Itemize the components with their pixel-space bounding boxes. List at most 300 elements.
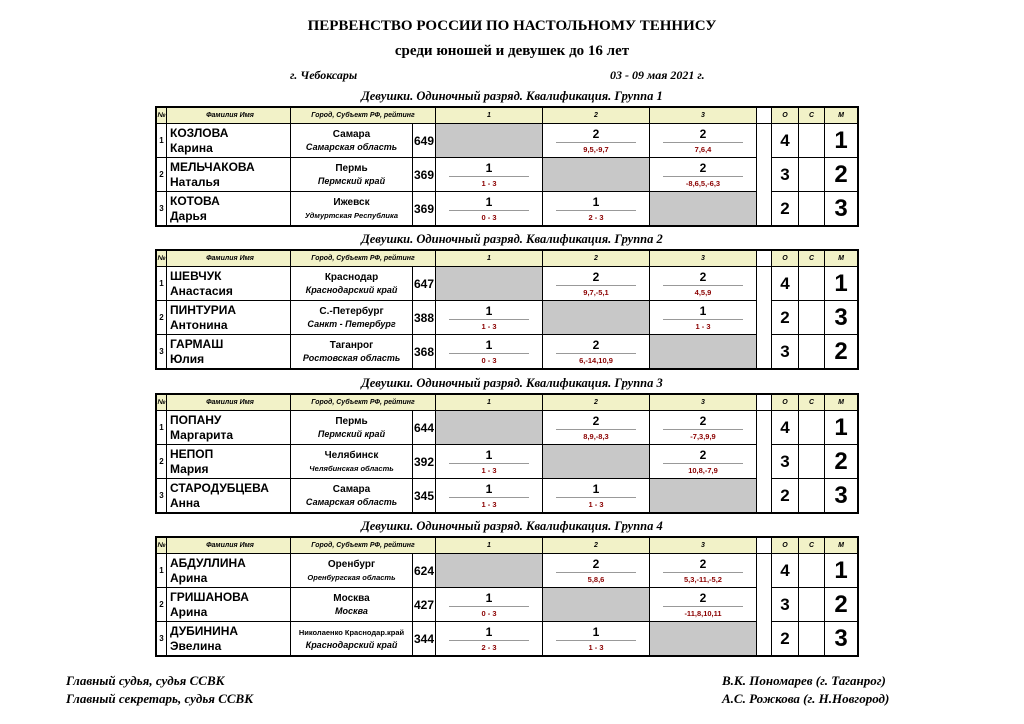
player-region: Москва [335,605,368,616]
match-self-cell [436,124,543,158]
match-points: 1 [485,337,493,352]
player-s-blank [799,554,825,588]
player-s-blank [799,479,825,514]
match-result-3 [650,124,757,158]
player-first-name: Мария [170,461,209,476]
player-surname: АБДУЛЛИНА [170,555,246,570]
player-number: 3 [156,479,167,514]
player-region: Ростовская область [302,352,401,363]
player-city-cell [291,445,413,479]
column-header-s: С [799,394,825,411]
chief-secretary-name: А.С. Рожкова (г. Н.Новгород) [722,691,890,706]
match-self-cell [650,622,757,657]
match-divider [449,319,529,320]
player-first-name: Арина [170,570,208,585]
player-s-blank [799,301,825,335]
player-row [156,479,858,514]
match-divider [663,176,743,177]
player-region: Краснодарский край [305,284,398,295]
match-result-1 [436,622,543,657]
column-header-s: С [799,250,825,267]
spacer [757,479,772,514]
player-row [156,335,858,370]
player-place: 1 [825,411,859,445]
player-city: Оренбург [327,558,376,570]
spacer [757,267,772,301]
player-row [156,301,858,335]
match-result-3 [650,267,757,301]
player-region: Краснодарский край [305,639,398,650]
player-row [156,124,858,158]
column-header-m1: 1 [436,107,543,124]
match-score: 8,9,-8,3 [583,431,609,441]
spacer [757,588,772,622]
match-points: 1 [485,303,493,318]
player-s-blank [799,622,825,657]
column-header-no: № [156,537,167,554]
player-region: Пермский край [317,175,386,186]
match-score: 9,7,-5,1 [583,287,609,297]
column-header-m2: 2 [543,537,650,554]
player-name-cell [167,622,291,657]
column-header-blank [757,537,772,554]
player-row [156,192,858,227]
match-points: 2 [699,126,707,141]
player-number: 2 [156,158,167,192]
player-first-name: Эвелина [170,638,222,653]
player-first-name: Анна [170,495,200,510]
column-header-name: Фамилия Имя [167,107,291,124]
match-score: 2 - 3 [481,642,497,652]
player-region: Самарская область [305,496,398,507]
player-city-cell [291,411,413,445]
player-rating: 649 [413,124,436,158]
spacer [757,445,772,479]
match-score: 1 - 3 [695,321,711,331]
match-points: 2 [699,447,707,462]
group-table [155,536,859,657]
column-header-city: Город, Субъект РФ, рейтинг [291,250,436,267]
player-first-name: Маргарита [170,427,234,442]
player-row [156,445,858,479]
player-number: 1 [156,267,167,301]
column-header-m2: 2 [543,107,650,124]
player-city-cell [291,479,413,514]
match-divider [556,142,636,143]
player-rating: 369 [413,192,436,227]
player-row [156,588,858,622]
column-header-m3: 3 [650,537,757,554]
match-self-cell [436,411,543,445]
player-number: 2 [156,301,167,335]
match-self-cell [650,479,757,514]
player-points-total: 2 [772,622,799,657]
group-table [155,249,859,370]
match-points: 2 [592,269,600,284]
column-header-blank [757,394,772,411]
player-number: 3 [156,192,167,227]
match-result-3 [650,411,757,445]
player-place: 1 [825,124,859,158]
match-score: -7,3,9,9 [690,431,716,441]
column-header-m2: 2 [543,394,650,411]
column-header-no: № [156,394,167,411]
column-header-m1: 1 [436,537,543,554]
match-score: -8,6,5,-6,3 [685,178,721,188]
player-place: 3 [825,479,859,514]
player-city: С.-Петербург [319,305,384,317]
player-city: Пермь [335,415,368,427]
player-name-cell [167,192,291,227]
match-result-2 [543,124,650,158]
match-result-3 [650,445,757,479]
match-score: 9,5,-9,7 [583,144,609,154]
spacer [757,622,772,657]
player-rating: 392 [413,445,436,479]
player-s-blank [799,588,825,622]
player-row [156,622,858,657]
spacer [757,124,772,158]
match-divider [449,210,529,211]
column-header-blank [757,250,772,267]
player-region: Оренбургская область [307,572,396,582]
player-city-cell [291,124,413,158]
player-city-cell [291,554,413,588]
column-header-s: С [799,537,825,554]
player-city-cell [291,588,413,622]
match-divider [556,497,636,498]
match-score: 7,6,4 [694,144,712,154]
match-self-cell [543,445,650,479]
match-divider [449,606,529,607]
match-divider [663,572,743,573]
player-s-blank [799,192,825,227]
player-s-blank [799,267,825,301]
match-divider [449,497,529,498]
match-result-1 [436,192,543,227]
match-score: 0 - 3 [481,608,497,618]
spacer [757,158,772,192]
match-result-1 [436,158,543,192]
match-score: 5,8,6 [587,574,605,584]
match-score: 1 - 3 [481,178,497,188]
player-points-total: 4 [772,124,799,158]
column-header-blank [757,107,772,124]
match-result-3 [650,554,757,588]
player-name-cell [167,158,291,192]
player-surname: ПИНТУРИА [170,302,237,317]
match-points: 1 [592,481,600,496]
player-place: 1 [825,554,859,588]
player-surname: СТАРОДУБЦЕВА [170,480,269,495]
column-header-no: № [156,250,167,267]
player-place: 2 [825,588,859,622]
player-points-total: 3 [772,445,799,479]
player-s-blank [799,158,825,192]
player-points-total: 3 [772,335,799,370]
match-points: 1 [485,194,493,209]
player-number: 2 [156,445,167,479]
player-city: Ижевск [333,196,370,208]
page-title: ПЕРВЕНСТВО РОССИИ ПО НАСТОЛЬНОМУ ТЕННИСУ [307,18,717,34]
column-header-city: Город, Субъект РФ, рейтинг [291,394,436,411]
player-rating: 368 [413,335,436,370]
spacer [757,335,772,370]
match-result-3 [650,158,757,192]
match-result-1 [436,335,543,370]
column-header-m: М [825,250,859,267]
player-surname: ГРИШАНОВА [170,589,249,604]
player-surname: КОЗЛОВА [170,125,229,140]
player-city: Самара [332,128,371,140]
column-header-m: М [825,537,859,554]
player-city: Челябинск [324,449,379,461]
column-header-m1: 1 [436,394,543,411]
player-row [156,411,858,445]
player-name-cell [167,124,291,158]
match-divider [663,142,743,143]
player-first-name: Юлия [170,351,205,366]
player-city-cell [291,301,413,335]
player-name-cell [167,411,291,445]
match-self-cell [436,267,543,301]
player-rating: 388 [413,301,436,335]
match-self-cell [650,192,757,227]
player-city-cell [291,335,413,370]
group-title: Девушки. Одиночный разряд. Квалификация. Группа 1 [361,89,663,103]
match-divider [663,285,743,286]
chief-judge-role: Главный судья, судья ССВК [66,673,225,688]
match-points: 1 [485,160,493,175]
player-place: 2 [825,335,859,370]
match-divider [556,572,636,573]
column-header-name: Фамилия Имя [167,250,291,267]
player-points-total: 3 [772,158,799,192]
player-place: 1 [825,267,859,301]
match-divider [556,285,636,286]
match-score: 1 - 3 [588,642,604,652]
player-name-cell [167,335,291,370]
match-result-3 [650,301,757,335]
player-rating: 644 [413,411,436,445]
column-header-no: № [156,107,167,124]
match-self-cell [543,588,650,622]
column-header-m1: 1 [436,250,543,267]
match-result-1 [436,588,543,622]
player-first-name: Дарья [170,208,207,223]
match-result-2 [543,192,650,227]
match-divider [663,463,743,464]
match-result-2 [543,335,650,370]
column-header-city: Город, Субъект РФ, рейтинг [291,537,436,554]
player-points-total: 3 [772,588,799,622]
group-table [155,106,859,227]
player-place: 3 [825,192,859,227]
match-self-cell [436,554,543,588]
player-rating: 427 [413,588,436,622]
match-points: 1 [592,194,600,209]
player-first-name: Карина [170,140,213,155]
match-score: 1 - 3 [481,465,497,475]
player-s-blank [799,124,825,158]
player-surname: ПОПАНУ [170,412,222,427]
match-result-2 [543,554,650,588]
match-points: 1 [592,624,600,639]
match-self-cell [543,301,650,335]
header-row [156,107,858,124]
event-dates: 03 - 09 мая 2021 г. [610,68,705,82]
match-divider [556,429,636,430]
spacer [757,301,772,335]
player-points-total: 4 [772,267,799,301]
player-city-cell [291,192,413,227]
player-city: Москва [333,592,370,604]
match-points: 1 [699,303,707,318]
match-points: 1 [485,447,493,462]
match-score: 0 - 3 [481,355,497,365]
player-surname: ДУБИНИНА [170,623,239,638]
player-number: 1 [156,554,167,588]
match-points: 2 [592,413,600,428]
player-s-blank [799,335,825,370]
match-points: 1 [485,481,493,496]
player-place: 3 [825,301,859,335]
match-points: 2 [699,590,707,605]
player-first-name: Анастасия [170,283,233,298]
player-surname: НЕПОП [170,446,214,461]
player-name-cell [167,479,291,514]
match-points: 2 [699,556,707,571]
group-title: Девушки. Одиночный разряд. Квалификация. Группа 3 [361,376,663,390]
player-row [156,554,858,588]
spacer [757,554,772,588]
player-rating: 647 [413,267,436,301]
match-result-1 [436,301,543,335]
chief-secretary-role: Главный секретарь, судья ССВК [66,691,254,706]
match-divider [449,353,529,354]
column-header-m3: 3 [650,107,757,124]
column-header-o: О [772,394,799,411]
match-points: 2 [699,160,707,175]
match-points: 2 [699,413,707,428]
player-city: Николаенко Краснодар.край [298,627,405,637]
match-divider [556,353,636,354]
player-city-cell [291,267,413,301]
match-self-cell [650,335,757,370]
match-divider [663,319,743,320]
player-rating: 369 [413,158,436,192]
match-score: 0 - 3 [481,212,497,222]
player-rating: 344 [413,622,436,657]
spacer [757,192,772,227]
player-number: 1 [156,124,167,158]
match-score: 5,3,-11,-5,2 [684,574,722,584]
group-title: Девушки. Одиночный разряд. Квалификация. Группа 4 [361,519,663,533]
column-header-m: М [825,107,859,124]
player-city: Пермь [335,162,368,174]
match-points: 1 [485,590,493,605]
match-self-cell [543,158,650,192]
column-header-o: О [772,537,799,554]
player-points-total: 2 [772,192,799,227]
column-header-m3: 3 [650,250,757,267]
player-number: 2 [156,588,167,622]
match-score: -11,8,10,11 [684,608,722,618]
player-points-total: 4 [772,411,799,445]
match-score: 6,-14,10,9 [579,355,613,365]
player-city: Краснодар [324,271,379,283]
column-header-o: О [772,107,799,124]
player-row [156,267,858,301]
event-location: г. Чебоксары [290,68,358,82]
player-region: Пермский край [317,428,386,439]
player-region: Санкт - Петербург [307,318,396,329]
player-name-cell [167,554,291,588]
column-header-name: Фамилия Имя [167,537,291,554]
match-points: 2 [699,269,707,284]
match-result-2 [543,622,650,657]
player-surname: МЕЛЬЧАКОВА [170,159,255,174]
column-header-name: Фамилия Имя [167,394,291,411]
player-number: 3 [156,622,167,657]
player-number: 3 [156,335,167,370]
player-place: 2 [825,158,859,192]
player-first-name: Антонина [170,317,228,332]
player-first-name: Арина [170,604,208,619]
match-divider [663,606,743,607]
column-header-m: М [825,394,859,411]
player-number: 1 [156,411,167,445]
match-result-2 [543,267,650,301]
header-row [156,250,858,267]
player-name-cell [167,588,291,622]
player-rating: 624 [413,554,436,588]
column-header-m3: 3 [650,394,757,411]
column-header-o: О [772,250,799,267]
player-points-total: 2 [772,479,799,514]
match-result-2 [543,411,650,445]
player-points-total: 2 [772,301,799,335]
column-header-m2: 2 [543,250,650,267]
group-table [155,393,859,514]
match-score: 1 - 3 [588,499,604,509]
header-row [156,537,858,554]
group-title: Девушки. Одиночный разряд. Квалификация. Группа 2 [361,232,663,246]
header-row [156,394,858,411]
match-score: 2 - 3 [588,212,604,222]
player-surname: КОТОВА [170,193,220,208]
match-points: 2 [592,556,600,571]
match-divider [449,463,529,464]
match-points: 1 [485,624,493,639]
match-divider [556,210,636,211]
match-result-2 [543,479,650,514]
chief-judge-name: В.К. Пономарев (г. Таганрог) [722,673,886,688]
player-place: 2 [825,445,859,479]
player-s-blank [799,445,825,479]
match-divider [449,176,529,177]
player-city: Таганрог [329,339,374,351]
player-points-total: 4 [772,554,799,588]
player-city: Самара [332,483,371,495]
match-divider [556,640,636,641]
player-name-cell [167,445,291,479]
player-name-cell [167,267,291,301]
match-divider [449,640,529,641]
match-score: 10,8,-7,9 [688,465,718,475]
player-place: 3 [825,622,859,657]
match-score: 4,5,9 [694,287,712,297]
